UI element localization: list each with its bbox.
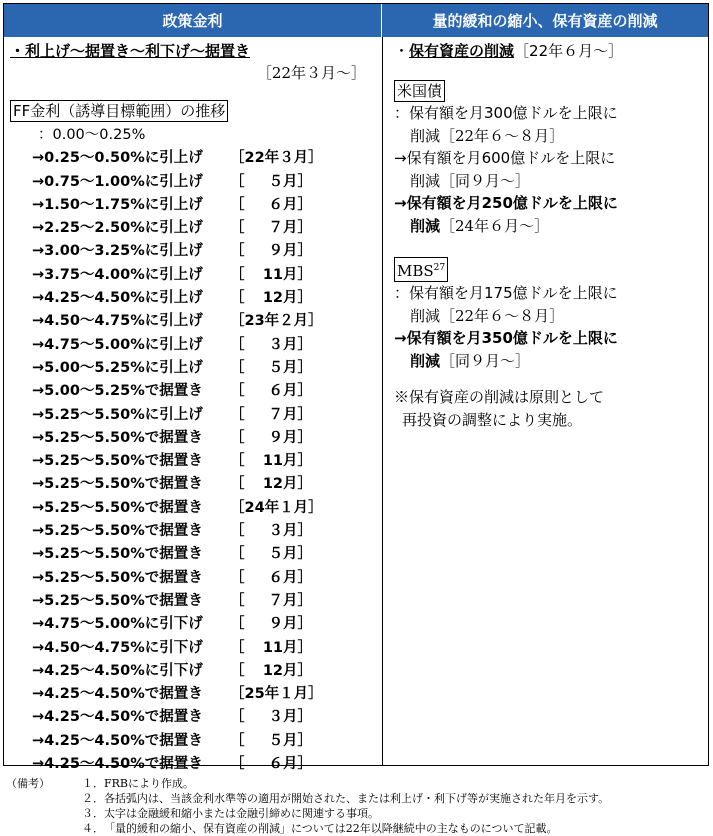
qt-column bbox=[394, 40, 706, 431]
us-line-3: →保有額を月600億ドルを上限に bbox=[394, 149, 616, 167]
rate-text: →4.25～4.50%で据置き bbox=[32, 732, 203, 749]
mbs-label: MBS$^{27}$ bbox=[394, 257, 448, 282]
rate-row bbox=[10, 357, 378, 380]
rate-row bbox=[10, 473, 378, 496]
mbs-line-1: ：保有額を月175億ドルを上限に bbox=[394, 284, 618, 302]
rate-text: →5.25～5.50%に引上げ bbox=[32, 406, 203, 423]
rate-date: ［ ７月］ bbox=[230, 220, 312, 237]
rate-text: →4.25～4.50%で据置き bbox=[32, 686, 203, 703]
rate-row bbox=[10, 706, 378, 729]
rate-list bbox=[10, 124, 378, 776]
us-line-4: 削減［同９月～］ bbox=[410, 171, 531, 190]
rate-section-title: ・利上げ～据置き～利下げ～据置き bbox=[10, 42, 251, 60]
rate-row bbox=[10, 240, 378, 263]
rate-date: ［ 11月］ bbox=[230, 453, 312, 470]
header-policy-rate: 政策金利 bbox=[4, 4, 382, 37]
rate-text: →0.25～0.50%に引上げ bbox=[32, 150, 203, 167]
rate-date: ［24年 １月］ bbox=[230, 499, 323, 516]
footnote: （備考） １． FRBにより作成。 bbox=[6, 777, 194, 790]
rate-date: ［ ９月］ bbox=[230, 429, 312, 446]
us-line-6: 削減［24年６月～］ bbox=[410, 216, 550, 235]
rate-text: →5.00～5.25%に引上げ bbox=[32, 359, 203, 376]
policy-table bbox=[3, 3, 709, 773]
rate-date: ［ ３月］ bbox=[230, 336, 312, 353]
rate-date: ［ ５月］ bbox=[230, 546, 312, 563]
rate-row bbox=[10, 497, 378, 520]
rate-text: →5.25～5.50%で据置き bbox=[32, 476, 203, 493]
rate-row bbox=[10, 380, 378, 403]
qt-note bbox=[394, 386, 706, 431]
rate-text: →5.25～5.50%で据置き bbox=[32, 429, 203, 446]
rate-date: ［22年 ３月］ bbox=[230, 150, 323, 167]
rate-row bbox=[10, 543, 378, 566]
rate-row bbox=[10, 124, 378, 147]
rate-date: ［ ７月］ bbox=[230, 406, 312, 423]
rate-date: ［ 12月］ bbox=[230, 476, 312, 493]
rate-text: →5.25～5.50%で据置き bbox=[32, 569, 203, 586]
rate-date: ［ ３月］ bbox=[230, 523, 312, 540]
qt-note-line-1: ※保有資産の削減は原則として bbox=[394, 388, 605, 406]
policy-rate-column bbox=[10, 40, 378, 776]
rate-date: ［ ３月］ bbox=[230, 709, 312, 726]
rate-date: ［ ６月］ bbox=[230, 383, 312, 400]
rate-date: ［ ６月］ bbox=[230, 196, 312, 213]
footnote: ３． 太字は金融緩和縮小または金融引締めに関連する事項。 bbox=[82, 807, 379, 820]
rate-row bbox=[10, 287, 378, 310]
rate-row bbox=[10, 590, 378, 613]
rate-text: →4.50～4.75%に引下げ bbox=[32, 639, 203, 656]
rate-text: →5.25～5.50%で据置き bbox=[32, 499, 203, 516]
rate-row bbox=[10, 427, 378, 450]
footnote: ４． 「量的緩和の縮小、保有資産の削減」については22年以降継続中の主なものについて記載。 bbox=[82, 822, 558, 835]
rate-text: →5.25～5.50%で据置き bbox=[32, 523, 203, 540]
rate-row bbox=[10, 613, 378, 636]
rate-row bbox=[10, 194, 378, 217]
footnotes bbox=[6, 776, 706, 836]
rate-row bbox=[10, 660, 378, 683]
rate-row bbox=[10, 310, 378, 333]
rate-date: ［ 12月］ bbox=[230, 290, 312, 307]
rate-date: ［ ６月］ bbox=[230, 756, 312, 773]
rate-date: ［ ７月］ bbox=[230, 592, 312, 609]
us-line-5: →保有額を月250億ドルを上限に bbox=[394, 194, 618, 212]
rate-text: →5.25～5.50%で据置き bbox=[32, 592, 203, 609]
qt-note-line-2: 再投資の調整により実施。 bbox=[402, 410, 583, 429]
rate-row bbox=[10, 567, 378, 590]
mbs-line-2: 削減［22年６～８月］ bbox=[410, 306, 565, 325]
rate-text: →4.50～4.75%に引上げ bbox=[32, 313, 203, 330]
rate-text: →5.25～5.50%で据置き bbox=[32, 453, 203, 470]
rate-date: ［ ５月］ bbox=[230, 359, 312, 376]
rate-text: →4.25～4.50%で据置き bbox=[32, 709, 203, 726]
rate-date: ［ 11月］ bbox=[230, 266, 312, 283]
rate-row bbox=[10, 404, 378, 427]
rate-text: →5.00～5.25%で据置き bbox=[32, 383, 203, 400]
us-treasury-label: 米国債 bbox=[394, 80, 445, 102]
rate-text: →1.50～1.75%に引上げ bbox=[32, 196, 203, 213]
rate-date: ［ 12月］ bbox=[230, 662, 312, 679]
rate-row bbox=[10, 683, 378, 706]
rate-date: ［ ５月］ bbox=[230, 173, 312, 190]
rate-row bbox=[10, 753, 378, 776]
rate-row bbox=[10, 450, 378, 473]
rate-row bbox=[10, 730, 378, 753]
rate-text: →4.25～4.50%で据置き bbox=[32, 756, 203, 773]
rate-date: ［ ９月］ bbox=[230, 243, 312, 260]
rate-text: →3.75～4.00%に引上げ bbox=[32, 266, 203, 283]
rate-date: ［ ６月］ bbox=[230, 569, 312, 586]
rate-row bbox=[10, 147, 378, 170]
rate-text: →4.25～4.50%に引下げ bbox=[32, 662, 203, 679]
rate-row bbox=[10, 520, 378, 543]
header-qt: 量的緩和の縮小、保有資産の削減 bbox=[382, 4, 708, 37]
rate-row bbox=[10, 217, 378, 240]
mbs-line-4: 削減［同９月～］ bbox=[410, 351, 531, 370]
rate-text: →3.00～3.25%に引上げ bbox=[32, 243, 203, 260]
rate-text: →4.75～5.00%に引上げ bbox=[32, 336, 203, 353]
us-line-2: 削減［22年６～８月］ bbox=[410, 126, 565, 145]
rate-text: →5.25～5.50%で据置き bbox=[32, 546, 203, 563]
table-header bbox=[4, 4, 708, 37]
rate-date: ［25年 １月］ bbox=[230, 686, 323, 703]
us-line-1: ：保有額を月300億ドルを上限に bbox=[394, 104, 618, 122]
column-divider bbox=[382, 37, 383, 765]
rate-date: ［ 11月］ bbox=[230, 639, 312, 656]
rate-text: →4.25～4.50%に引上げ bbox=[32, 290, 203, 307]
rate-section-date: ［22年３月～］ bbox=[256, 64, 366, 82]
rate-date: ［23年 ２月］ bbox=[230, 313, 323, 330]
rate-row bbox=[10, 334, 378, 357]
mbs-line-3: →保有額を月350億ドルを上限に bbox=[394, 329, 618, 347]
footnote: ２． 各括弧内は、当該金利水準等の適用が開始された、または利上げ・利下げ等が実施された年月を示す。 bbox=[82, 792, 610, 805]
qt-section-title: ・保有資産の削減［22年６月～］ bbox=[394, 42, 624, 60]
ff-rate-box-label: FF金利（誘導目標範囲）の推移 bbox=[10, 100, 228, 122]
rate-text: →2.25～2.50%に引上げ bbox=[32, 220, 203, 237]
rate-text: →4.75～5.00%に引下げ bbox=[32, 616, 203, 633]
rate-text: →0.75～1.00%に引上げ bbox=[32, 173, 203, 190]
rate-row bbox=[10, 264, 378, 287]
rate-row bbox=[10, 171, 378, 194]
rate-date: ［ ９月］ bbox=[230, 616, 312, 633]
rate-row bbox=[10, 637, 378, 660]
rate-date: ［ ５月］ bbox=[230, 732, 312, 749]
rate-text: ：0.00～0.25% bbox=[38, 127, 146, 143]
